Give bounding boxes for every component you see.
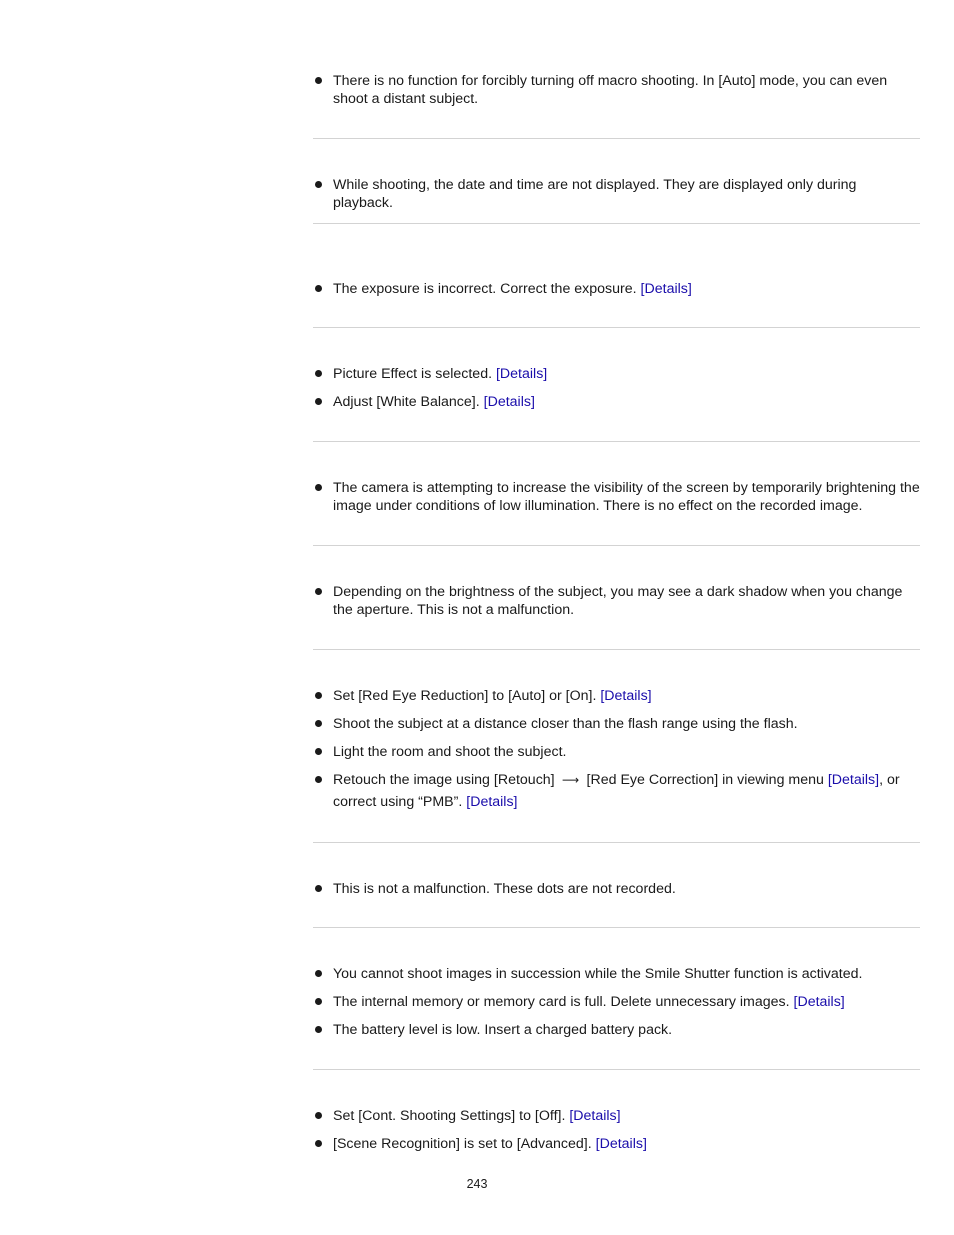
list-item <box>333 769 920 813</box>
list-item <box>333 1135 920 1153</box>
item-text: You cannot shoot images in succession while the Smile Shutter function is activated. <box>333 966 863 982</box>
bullet-icon <box>315 1140 322 1147</box>
bullet-icon <box>315 484 322 491</box>
item-text: [Red Eye Correction] in viewing menu <box>586 772 824 788</box>
bullet-icon <box>315 398 322 405</box>
section-divider <box>313 649 920 650</box>
page-number: 243 <box>466 1177 488 1191</box>
item-text: Set [Cont. Shooting Settings] to [Off]. <box>333 1108 566 1124</box>
details-link[interactable]: [Details] <box>495 366 548 382</box>
list-item <box>333 176 920 212</box>
bullet-icon <box>315 285 322 292</box>
item-text: [Scene Recognition] is set to [Advanced]. <box>333 1136 592 1152</box>
item-text: The camera is attempting to increase the visibility of the screen by temporarily brightening the image under conditions of low illumination. There is no effect on the recorded image. <box>333 480 920 514</box>
item-text: Depending on the brightness of the subject, you may see a dark shadow when you change the aperture. This is not a malfunction. <box>333 584 903 618</box>
item-text: This is not a malfunction. These dots are not recorded. <box>333 881 676 897</box>
section-divider <box>313 842 920 843</box>
item-text: Shoot the subject at a distance closer than the flash range using the flash. <box>333 716 798 732</box>
bullet-icon <box>315 748 322 755</box>
section-divider <box>313 223 920 224</box>
item-text: Picture Effect is selected. <box>333 366 493 382</box>
item-text: The internal memory or memory card is full. Delete unnecessary images. <box>333 994 790 1010</box>
details-link[interactable]: [Details] <box>600 688 652 704</box>
item-text: The exposure is incorrect. Correct the exposure. <box>333 281 637 297</box>
bullet-icon <box>315 998 322 1005</box>
item-text: Retouch the image using [Retouch] <box>333 772 555 788</box>
list-item <box>333 583 920 619</box>
list-item <box>333 743 920 761</box>
list-item <box>333 993 920 1011</box>
bullet-icon <box>315 77 322 84</box>
item-text: Light the room and shoot the subject. <box>333 744 567 760</box>
details-link[interactable]: [Details] <box>466 794 518 810</box>
section-divider <box>313 327 920 328</box>
bullet-icon <box>315 776 322 783</box>
details-link[interactable]: [Details] <box>827 772 880 788</box>
details-link[interactable]: [Details] <box>793 994 845 1010</box>
bullet-icon <box>315 885 322 892</box>
item-text: The battery level is low. Insert a charged battery pack. <box>333 1022 673 1038</box>
item-text: Adjust [White Balance]. <box>333 394 480 410</box>
list-item <box>333 1021 920 1039</box>
details-link[interactable]: [Details] <box>569 1108 621 1124</box>
bullet-icon <box>315 970 322 977</box>
details-link[interactable]: [Details] <box>595 1136 647 1152</box>
section-divider <box>313 1069 920 1070</box>
details-link[interactable]: [Details] <box>640 281 692 297</box>
list-item <box>333 280 920 298</box>
section-divider <box>313 927 920 928</box>
item-text: Set [Red Eye Reduction] to [Auto] or [On]. <box>333 688 597 704</box>
bullet-icon <box>315 181 322 188</box>
list-item <box>333 365 920 383</box>
list-item <box>333 715 920 733</box>
item-text: There is no function for forcibly turning off macro shooting. In [Auto] mode, you can even shoot a distant subject. <box>333 73 888 107</box>
bullet-icon <box>315 588 322 595</box>
details-link[interactable]: [Details] <box>483 394 535 410</box>
list-item <box>333 965 920 983</box>
list-item <box>333 72 920 108</box>
item-text: While shooting, the date and time are not displayed. They are displayed only during playback. <box>333 177 857 211</box>
list-item <box>333 1107 920 1125</box>
item-text: , or correct using “PMB”. <box>333 772 900 810</box>
section-divider <box>313 138 920 139</box>
list-item <box>333 393 920 411</box>
arrow-right-icon: ⟶ <box>561 773 580 787</box>
bullet-icon <box>315 692 322 699</box>
bullet-icon <box>315 720 322 727</box>
bullet-icon <box>315 370 322 377</box>
list-item <box>333 880 920 898</box>
list-item <box>333 687 920 705</box>
bullet-icon <box>315 1112 322 1119</box>
list-item <box>333 479 920 515</box>
bullet-icon <box>315 1026 322 1033</box>
section-divider <box>313 441 920 442</box>
section-divider <box>313 545 920 546</box>
